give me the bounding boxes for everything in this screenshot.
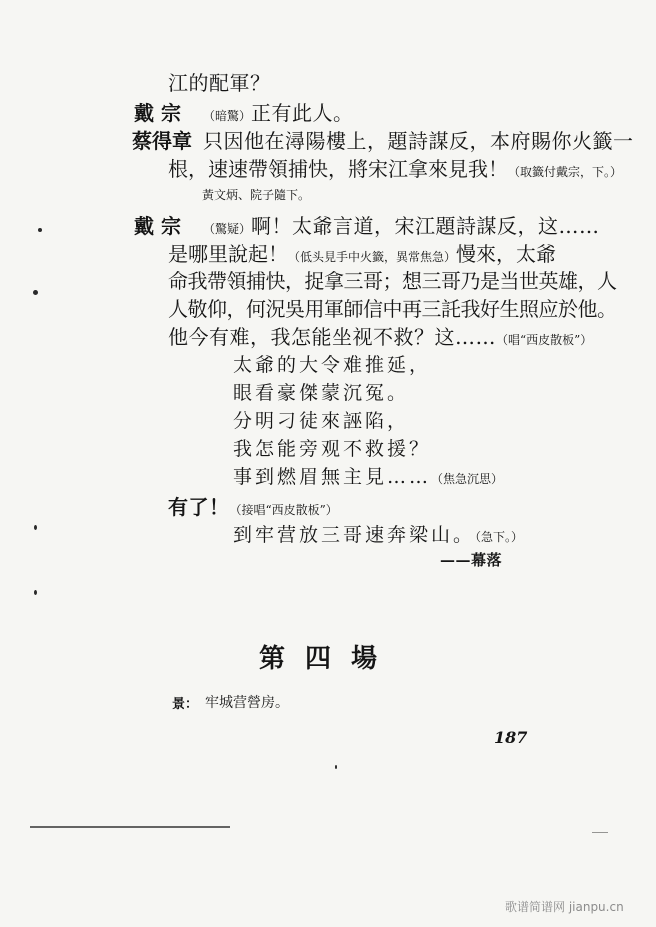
stage-direction: （急下。） (475, 530, 524, 544)
scene-title: 第四場 (258, 644, 397, 674)
verse-line: 眼看豪傑蒙沉冤。 (233, 382, 410, 404)
setting-label: 景： (172, 697, 199, 712)
dialogue-text: 正有此人。 (251, 101, 354, 125)
verse-line: 我怎能旁观不救援？ (233, 438, 432, 460)
scan-scratch (30, 826, 230, 828)
watermark: 歌谱简谱网 jianpu.cn (505, 900, 624, 914)
dialogue-line-3 (203, 128, 634, 154)
verse-line-final (233, 522, 523, 550)
scan-speck (38, 228, 42, 232)
dialogue-text: 只因他在潯陽樓上，題詩謀反，本府賜你火籤一 (203, 129, 634, 153)
dialogue-text-continued: 慢來，太爺 (456, 242, 557, 266)
dialogue-line-1 (168, 70, 271, 96)
dialogue-line-9 (168, 296, 617, 322)
scan-scratch (592, 832, 608, 833)
dialogue-text: 啊！太爺言道，宋江題詩謀反，这…… (251, 214, 600, 238)
dialogue-line-4 (168, 156, 622, 185)
scan-speck (34, 525, 37, 530)
curtain-falls: ——幕落 (440, 551, 503, 569)
verse-text: 到牢营放三哥速奔梁山。 (233, 524, 476, 546)
dialogue-line-10 (168, 324, 592, 353)
stage-direction: （驚疑） (203, 222, 252, 236)
dialogue-text: 人敬仰，何況吳用軍師信中再三託我好生照应於他。 (168, 297, 617, 321)
stage-direction: （唱“西皮散板”） (496, 333, 593, 347)
stage-direction: （焦急沉思） (431, 472, 504, 486)
stage-direction-line: 黃文炳、院子隨下。 (202, 188, 311, 202)
stage-direction: （暗驚） (203, 109, 252, 123)
scan-speck (33, 290, 38, 295)
scan-speck (34, 590, 37, 595)
page-number: 187 (494, 728, 528, 747)
dialogue-line-6 (203, 213, 600, 242)
dialogue-line-8 (168, 268, 617, 294)
stage-direction: （取籤付戴宗，下。） (508, 165, 623, 179)
dialogue-text: 根，速速帶領捕快，將宋江拿來見我！ (168, 157, 508, 181)
speaker-dai-zong: 戴 宗 (134, 214, 181, 238)
scan-speck (335, 765, 337, 769)
dialogue-line-2 (203, 100, 354, 129)
setting-text: 牢城营營房。 (205, 695, 289, 711)
verse-text: 事到燃眉無主見…… (233, 466, 432, 488)
dialogue-text: 有了！ (168, 495, 230, 519)
dialogue-line-7 (168, 241, 556, 270)
dialogue-text: 是哪里說起！ (168, 242, 288, 266)
stage-direction: （接唱“西皮散板”） (229, 503, 338, 517)
speaker-cai-dezhang: 蔡得章 (132, 129, 192, 153)
verse-line: 太爺的大令难推延， (233, 354, 432, 376)
stage-direction: （低头見手中火籤，異常焦急） (288, 250, 457, 264)
dialogue-text: 他今有难，我怎能坐视不救？这…… (168, 325, 496, 349)
dialogue-text: 江的配軍？ (168, 71, 271, 95)
verse-line: 分明刁徒來誣陷， (233, 410, 410, 432)
verse-line (233, 464, 503, 492)
speaker-dai-zong: 戴 宗 (134, 101, 181, 125)
dialogue-line-after (168, 494, 338, 523)
dialogue-text: 命我帶領捕快，捉拿三哥；想三哥乃是当世英雄，人 (168, 269, 617, 293)
